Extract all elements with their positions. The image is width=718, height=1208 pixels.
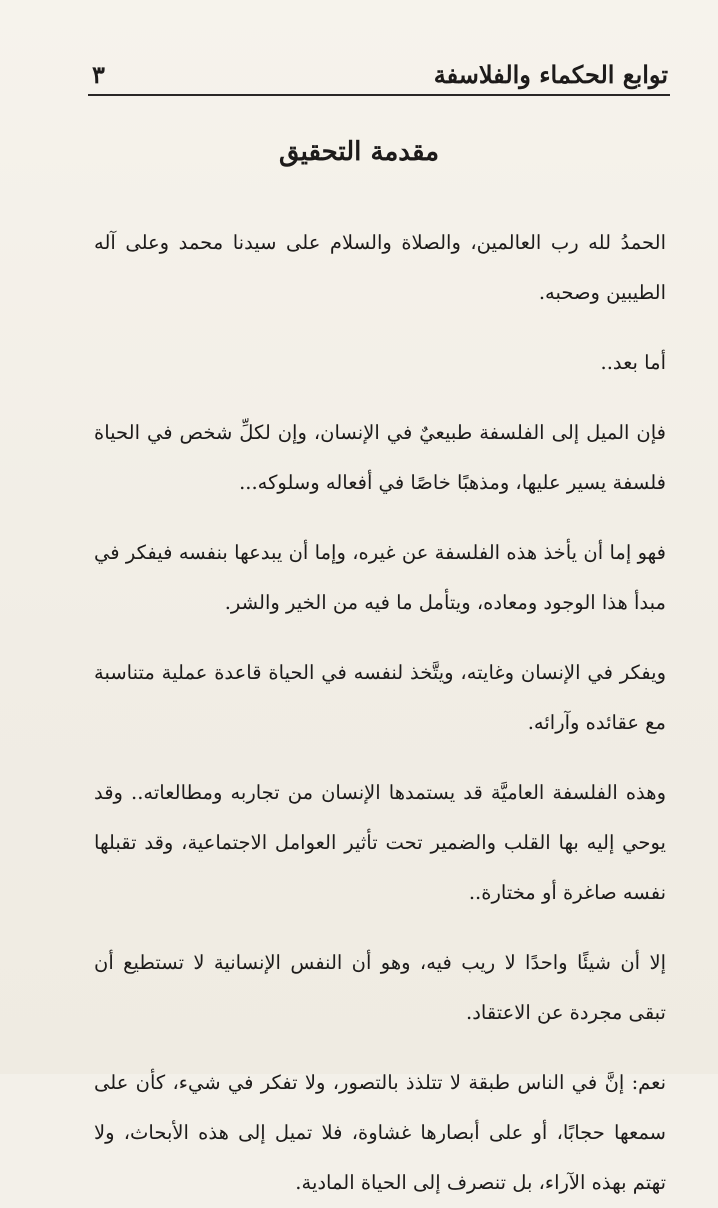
paragraph: ويفكر في الإنسان وغايته، ويتَّخذ لنفسه في الحياة قاعدة عملية متناسبة مع عقائده وآرائه. (94, 661, 666, 734)
body-text (94, 218, 666, 1208)
paragraph-gap (94, 1038, 666, 1058)
paragraph-gap (94, 918, 666, 938)
paragraph: فإن الميل إلى الفلسفة طبيعيٌ في الإنسان، وإن لكلِّ شخص في الحياة فلسفة يسير عليها، ومذهبًا خاصًا في أفعاله وسلوكه... (94, 421, 666, 494)
header-rule (88, 94, 670, 96)
paragraph: نعم: إنَّ في الناس طبقة لا تتلذذ بالتصور، ولا تفكر في شيء، كأن على سمعها حجابًا، أو على أبصارها غشاوة، فلا تميل إلى هذه الأبحاث، ولا تهتم بهذه الآراء، بل تنصرف إلى الحياة المادية. (94, 1071, 666, 1194)
paragraph: فهو إما أن يأخذ هذه الفلسفة عن غيره، وإما أن يبدعها بنفسه فيفكر في مبدأ هذا الوجود ومعاده، ويتأمل ما فيه من الخير والشر. (94, 541, 666, 614)
paragraph: وهذه الفلسفة العاميَّة قد يستمدها الإنسان من تجاربه ومطالعاته.. وقد يوحي إليه بها القلب والضمير تحت تأثير العوامل الاجتماعية، وقد تقبلها نفسه صاغرة أو مختارة.. (94, 781, 666, 904)
paragraph-gap (94, 628, 666, 648)
paragraph-gap (94, 748, 666, 768)
page-number: ٣ (92, 60, 105, 89)
paragraph-gap (94, 318, 666, 338)
paragraph-opening: الحمدُ لله رب العالمين، والصلاة والسلام على سيدنا محمد وعلى آله الطيبين وصحبه. (94, 231, 666, 304)
running-header (92, 58, 668, 92)
section-title: مقدمة التحقيق (278, 137, 440, 167)
paragraph-gap (94, 388, 666, 408)
paragraph-gap (94, 508, 666, 528)
running-header-title: توابع الحكماء والفلاسفة (433, 60, 668, 89)
paragraph: إلا أن شيئًا واحدًا لا ريب فيه، وهو أن النفس الإنسانية لا تستطيع أن تبقى مجردة عن الاعتقاد. (94, 951, 666, 1024)
paragraph-amma-bad: أما بعد.. (600, 351, 666, 374)
